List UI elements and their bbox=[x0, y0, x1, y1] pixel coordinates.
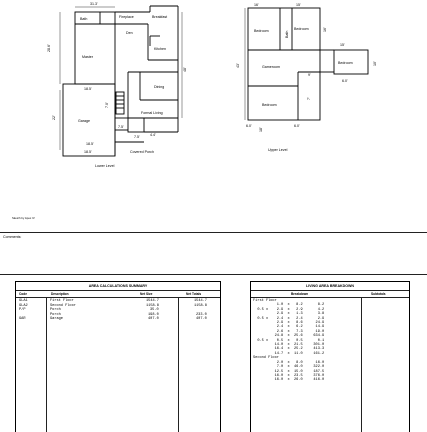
area-code-cell: P/P bbox=[19, 308, 26, 313]
list-item: 2.0 x 8.0 16.0 bbox=[253, 360, 325, 365]
room-kitchen: Kitchen bbox=[154, 47, 166, 51]
list-item: First Floor bbox=[253, 299, 277, 303]
area-code-cell: GLA1 bbox=[19, 299, 28, 303]
dim-upper-7: 10' bbox=[373, 61, 377, 66]
room-bedroom-2: Bedroom bbox=[294, 27, 309, 31]
area-size-cell: 1544.7 bbox=[146, 299, 159, 303]
list-item: Second Floor bbox=[253, 356, 279, 361]
table-row bbox=[16, 317, 220, 322]
room-formal-living: Formal Living bbox=[141, 111, 163, 115]
list-item: 2.4 x 6.2 14.9 bbox=[253, 325, 325, 330]
list-item: 16.0 x 26.0 416.0 bbox=[253, 378, 325, 383]
comments-label: Comments: bbox=[3, 235, 22, 239]
area-desc-cell: Porch bbox=[50, 312, 61, 317]
area-table-rule-2 bbox=[16, 297, 220, 298]
dim-lower-porch-1: 7.5' bbox=[118, 125, 124, 129]
list-item: 7.0 x 46.0 322.0 bbox=[253, 365, 325, 370]
dim-lower-left-2: 22' bbox=[52, 115, 56, 120]
room-garage: Garage bbox=[78, 119, 90, 123]
list-item: 0.5 x 0.5 x 0.5 0.1 bbox=[253, 338, 325, 343]
living-table-body bbox=[253, 299, 324, 383]
area-desc-cell: Second Floor bbox=[50, 303, 76, 308]
lower-level-caption: Lower Level bbox=[95, 164, 115, 168]
dim-lower-right: 48' bbox=[183, 67, 187, 72]
list-item: 2.9 x 1.3 3.8 bbox=[253, 312, 325, 317]
room-breakfast: Breakfast bbox=[152, 15, 168, 19]
area-code-cell: GLA2 bbox=[19, 303, 28, 308]
area-col-net-size: Net Size bbox=[140, 292, 153, 296]
area-calculations-table bbox=[15, 281, 221, 432]
list-item: 1.0 x 8.2 8.2 bbox=[253, 303, 325, 308]
dim-upper-10: 6.0' bbox=[246, 124, 252, 128]
area-total-cell: 233.0 bbox=[196, 312, 207, 317]
living-table-rule-1 bbox=[251, 290, 409, 291]
dim-upper-2: 15' bbox=[296, 3, 301, 7]
room-bedroom-1: Bedroom bbox=[254, 29, 269, 33]
area-size-cell: 1158.8 bbox=[146, 303, 159, 308]
room-bath-upper: Bath bbox=[285, 30, 289, 38]
area-total-cell: 1158.8 bbox=[194, 303, 207, 308]
dim-upper-4: 9' bbox=[308, 73, 311, 77]
list-item: 2.9 x 8.6 24.9 bbox=[253, 321, 325, 326]
area-table-body bbox=[16, 299, 220, 322]
dim-upper-5: 43' bbox=[236, 63, 240, 68]
room-bedroom-3: Bedroom bbox=[338, 61, 353, 65]
area-size-cell: 407.0 bbox=[148, 317, 159, 322]
room-bedroom-4: Bedroom bbox=[262, 103, 277, 107]
list-item: 12.5 x 15.0 187.5 bbox=[253, 369, 325, 374]
area-total-cell: 407.0 bbox=[196, 317, 207, 322]
area-table-rule-1 bbox=[16, 290, 220, 291]
area-total-cell: 1544.7 bbox=[194, 299, 207, 303]
dim-upper-6: 15' bbox=[340, 43, 345, 47]
dim-lower-top: 31.3' bbox=[90, 2, 98, 6]
dim-lower-stair: 7.0' bbox=[105, 102, 109, 108]
living-table-title: LIVING AREA BREAKDOWN bbox=[305, 284, 355, 288]
room-den: Den bbox=[126, 31, 133, 35]
list-item: 14.7 x 11.0 161.2 bbox=[253, 351, 325, 356]
list-item: 14.0 x 21.5 301.0 bbox=[253, 343, 325, 348]
comments-top-rule bbox=[0, 232, 427, 233]
living-table-rule-2 bbox=[251, 297, 409, 298]
living-area-breakdown-table bbox=[250, 281, 410, 432]
comments-bottom-rule bbox=[0, 274, 427, 275]
area-size-cell: 198.0 bbox=[148, 312, 159, 317]
area-desc-cell: Porch bbox=[50, 308, 61, 313]
upper-level-caption: Upper Level bbox=[268, 148, 288, 152]
dim-lower-porch-2: 7.5' bbox=[134, 135, 140, 139]
room-fireplace: Fireplace bbox=[119, 15, 134, 19]
dim-lower-garage-top: 18.5' bbox=[84, 87, 92, 91]
list-item: 24.8 x 25.6 634.9 bbox=[253, 334, 325, 339]
room-covered-porch: Covered Porch bbox=[130, 150, 154, 154]
area-col-description: Description bbox=[51, 292, 69, 296]
list-item: 16.4 x 25.2 413.3 bbox=[253, 347, 325, 352]
area-desc-cell: First Floor bbox=[50, 299, 74, 303]
list-item: 2.6 x 7.3 19.0 bbox=[253, 329, 325, 334]
dim-upper-9: 7' bbox=[307, 97, 311, 100]
list-item: 0.5 x 2.9 x 2.9 4.2 bbox=[253, 307, 325, 312]
list-item: 16.0 x 23.5 376.0 bbox=[253, 373, 325, 378]
room-gameroom: Gameroom bbox=[262, 65, 280, 69]
dim-upper-1: 16' bbox=[254, 3, 259, 7]
list-item: 0.5 x 2.4 x 2.4 2.9 bbox=[253, 316, 325, 321]
dim-lower-left-1: 28.6' bbox=[47, 44, 51, 52]
room-master: Master bbox=[82, 55, 93, 59]
area-col-net-totals: Net Totals bbox=[186, 292, 202, 296]
dim-lower-bottom: 18.5' bbox=[84, 150, 92, 154]
dim-lower-mid: 18.5' bbox=[86, 142, 94, 146]
area-desc-cell: Garage bbox=[50, 317, 63, 322]
living-col-breakdown: Breakdown bbox=[291, 292, 309, 296]
area-col-code: Code bbox=[19, 292, 27, 296]
area-code-cell: GAR bbox=[19, 317, 26, 322]
room-bath-lower: Bath bbox=[80, 17, 88, 21]
dim-upper-8: 6.0' bbox=[342, 79, 348, 83]
dim-upper-12: 18' bbox=[259, 127, 263, 132]
dim-upper-11: 6.0' bbox=[294, 124, 300, 128]
dim-upper-3: 16' bbox=[323, 27, 327, 32]
area-table-title: AREA CALCULATIONS SUMMARY bbox=[88, 284, 148, 288]
area-size-cell: 35.0 bbox=[150, 308, 159, 313]
living-col-subtotals: Subtotals bbox=[371, 292, 386, 296]
living-col-divider bbox=[361, 297, 362, 432]
room-dining: Dining bbox=[154, 85, 165, 89]
sketch-attribution: Sketch by Apex IV bbox=[12, 216, 35, 220]
dim-lower-porch-3: 4.4' bbox=[150, 133, 156, 137]
